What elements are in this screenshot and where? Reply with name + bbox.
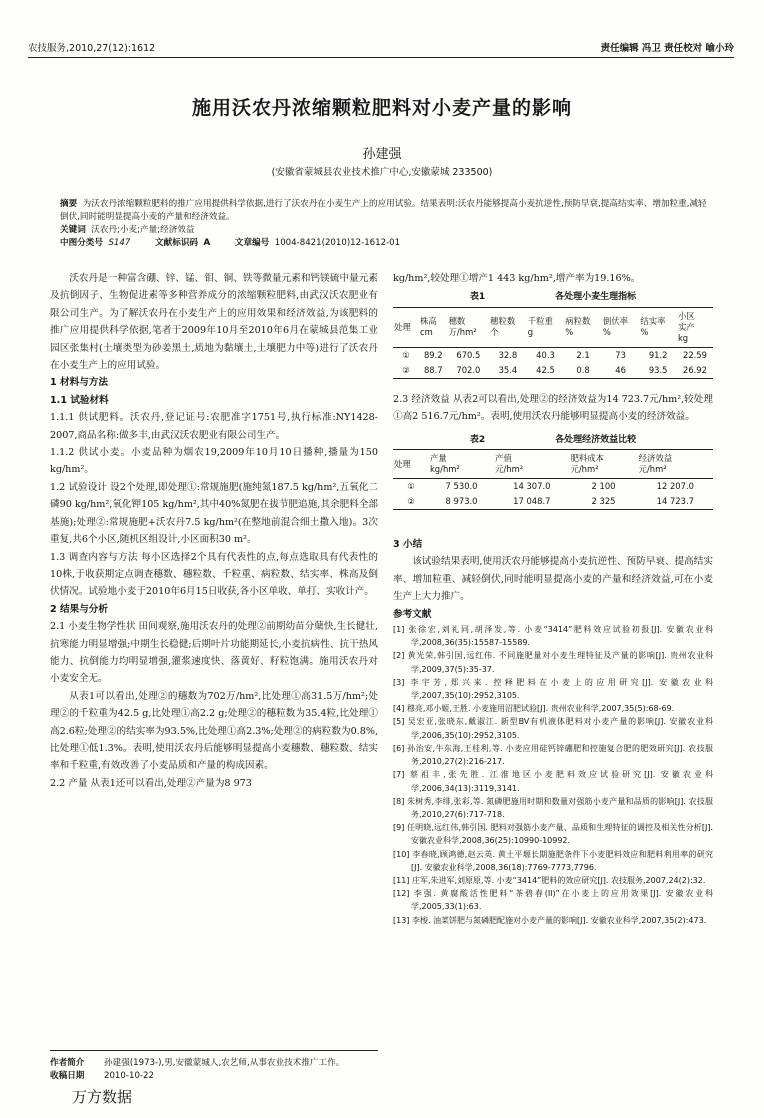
table1-body	[393, 347, 713, 378]
abstract-label: 摘要	[60, 199, 78, 209]
reference-item: [8] 朱树秀,李绯,张彩,等. 氮磷肥施用时期和数量对强筋小麦产量和品质的影响[J]. 农技服务,2010,27(6):717-718.	[393, 796, 713, 819]
para-2-1: 2.1 小麦生物学性状 田间观察,施用沃农丹的处理②前期幼苗分蘖快,生长健壮,抗寒能力明显增强;中期生长稳健;后期叶片功能期延长,小麦抗病性、抗干热风能力、抗倒能力均明显增强,灌浆速度快、落黄好、籽粒饱满。施用沃农丹对小麦安全无。	[50, 621, 378, 685]
table1-cell: 702.0	[448, 363, 490, 379]
para-2-2: 2.2 产量 从表1还可以看出,处理②产量为8 973	[50, 777, 252, 789]
doc-code-label: 文献标识码	[155, 238, 199, 248]
table2-col-header: 产量 kg/hm²	[429, 450, 494, 479]
table1-col-header: 结实率 %	[639, 307, 677, 347]
table1	[393, 307, 713, 379]
table2-cell: 2 100	[591, 481, 616, 492]
table1-row	[393, 347, 713, 363]
table1-caption	[393, 289, 713, 306]
reference-item: [2] 黄光荣,韩引国,远红伟. 不同施肥量对小麦生理特征及产量的影响[J]. 贵州农业科学,2009,37(5):35-37.	[393, 651, 713, 674]
table1-col-header: 倒伏率 %	[602, 307, 640, 347]
para-1-1-1: 1.1.1 供试肥料。沃农丹,登记证号:农肥准字1751号,执行标准:NY1428-2007,商品名称:做多丰,由武汉沃农肥业有限公司生产。	[50, 412, 378, 441]
clc-label: 中图分类号	[60, 238, 103, 248]
abstract-text: 为沃农丹浓缩颗粒肥料的推广应用提供科学依据,进行了沃农丹在小麦生产上的应用试验。结果表明:沃农丹能够提高小麦抗逆性,预防早衰,提高结实率、增加粒重,减轻倒伏,同时能明显提高小麦的产量和经济效益。	[60, 199, 707, 222]
table1-cell: 42.5	[527, 363, 565, 379]
table1-cell: 26.92	[677, 363, 713, 379]
journal-citation: 农技服务,2010,27(12):1612	[28, 43, 156, 54]
reference-item: [10] 李春晓,顾鸿德,赵云英. 黄土平塬长期施肥条件下小麦肥料效应和肥料利用率的研究[J]. 安徽农业科学,2008,36(18):7769-7773,7796.	[393, 849, 713, 872]
left-column	[50, 270, 378, 792]
right-column	[393, 270, 713, 927]
section-1-1-heading: 1.1 试验材料	[50, 394, 109, 406]
table1-cell: 89.2	[423, 349, 443, 360]
table2-row	[393, 479, 713, 495]
paper-author: 孙建强	[362, 147, 402, 162]
table2-cell: 17 048.7	[494, 494, 569, 510]
section-2-heading: 2 结果与分析	[50, 603, 108, 615]
paper-title: 施用沃农丹浓缩颗粒肥料对小麦产量的影响	[191, 97, 572, 119]
table2-col-header: 产值 元/hm²	[494, 450, 569, 479]
table1-cell: 670.5	[456, 349, 481, 360]
table1-title: 各处理小麦生理指标	[555, 292, 637, 303]
table2-col-header: 肥料成本 元/hm²	[569, 450, 637, 479]
intro-paragraph: 沃农丹是一种富含硼、锌、锰、钼、铜、铁等微量元素和钙镁硫中量元素及抗倒因子、生物促进素等多种营养成分的浓缩颗粒肥料,由武汉沃农肥业有限公司生产。为了解沃农丹在小麦生产上的应用效果和经济效益,为该肥料的推广应用提供科学依据,笔者于2009年10月至2010年6月在蒙城县范集工业园区张集村(土壤类型为砂姜黑土,质地为黏壤土,土壤肥力中等)进行了沃农丹在小麦生产上的应用试验。	[50, 273, 378, 372]
article-number-label: 文章编号	[234, 238, 270, 248]
table2-cell: 7 530.0	[445, 481, 478, 492]
reference-item: [6] 孙治安,牛东海,王桂利,等. 小麦应用硅钙锌硼肥和控施复合肥的肥效研究[J]. 农技服务,2010,27(2):216-217.	[393, 743, 713, 767]
reference-item: [12] 李强. 黄腐酸活性肥料“茶碧春(II)”在小麦上的应用效果[J]. 安徽农业科学,2005,33(1):63.	[393, 889, 713, 912]
received-label: 收稿日期	[50, 1071, 85, 1081]
table1-cell: 88.7	[419, 363, 448, 379]
table2-col-header: 处理	[393, 450, 429, 479]
table1-col-header: 小区 实产 kg	[677, 307, 713, 347]
para-1-1-2: 1.1.2 供试小麦。小麦品种为烟农19,2009年10月10日播种,播量为150 kg/hm²。	[50, 447, 378, 476]
keywords-text: 沃农丹;小麦;产量;经济效益	[91, 225, 195, 235]
received-value: 2010-10-22	[104, 1071, 154, 1081]
table2-cell: 12 207.0	[656, 481, 694, 492]
table2-row	[393, 494, 713, 510]
table2-cell: 14 307.0	[513, 481, 551, 492]
table2-caption	[393, 432, 713, 449]
table1-col-header: 穗数 万/hm²	[448, 307, 490, 347]
para-2-2-cont: kg/hm²,较处理①增产1 443 kg/hm²,增产率为19.16%。	[393, 273, 641, 284]
author-affiliation: (安徽省蒙城县农业技术推广中心,安徽蒙城 233500)	[271, 167, 493, 178]
article-number-value: 1004-8421(2010)12-1612-01	[274, 238, 401, 248]
table1-col-header: 病粒数 %	[564, 307, 602, 347]
table1-cell: 40.3	[536, 349, 555, 360]
table1-col-header: 千粒重 g	[527, 307, 565, 347]
para-3: 该试验结果表明,使用沃农丹能够提高小麦抗逆性、预防早衰、提高结实率、增加粒重、减轻倒伏,同时能明显提高小麦的产量和经济效益,可在小麦生产上大力推广。	[393, 556, 713, 603]
abstract	[60, 198, 710, 224]
reference-item: [1] 张徐宏,刘礼同,胡泽发,等. 小麦“3414”肥料效应试验初报[J]. 安徽农业科学,2008,36(35):15587-15589.	[393, 625, 713, 648]
reference-item: [13] 李梭. 油菜饼肥与氮磷肥配施对小麦产量的影响[J]. 安徽农业科学,2007,35(2):473.	[393, 915, 707, 925]
table1-cell: 0.8	[564, 363, 602, 379]
table1-cell: ①	[402, 349, 410, 360]
para-2-3: 2.3 经济效益 从表2可以看出,处理②的经济效益为14 723.7元/hm²,较处理①高2 516.7元/hm²。表明,使用沃农丹能够明显提高小麦的经济效益。	[393, 393, 713, 423]
para-1-2: 1.2 试验设计 设2个处理,即处理①:常规施肥(施纯氮187.5 kg/hm²,五氧化二磷90 kg/hm²,氧化钾105 kg/hm²,其中40%氮肥在拔节肥追施,其余肥料全部基施);处理②:常规施肥+沃农丹7.5 kg/hm²(在整地前混合细土撒入地)。3次重复,共6个小区,随机区组设计,小区面积30 m²。	[50, 481, 378, 546]
table2-cell: 14 723.7	[638, 494, 713, 510]
table1-cell: ②	[393, 363, 419, 379]
table1-header-row	[393, 307, 713, 347]
table2-cell: 2 325	[569, 494, 637, 510]
editor-credits: 责任编辑 冯卫 责任校对 喻小玲	[600, 43, 734, 54]
reference-item: [9] 任明晓,远红伟,韩引国. 肥料对强筋小麦产量、品质和生理特征的调控及相关性分析[J]. 安徽农业科学,2008,36(25):10990-10992.	[393, 823, 713, 846]
references-heading: 参考文献	[393, 608, 432, 620]
abstract-block	[60, 198, 710, 250]
table1-cell: 2.1	[576, 349, 590, 360]
table1-col-header: 株高 cm	[419, 307, 448, 347]
section-1-heading: 1 材料与方法	[50, 377, 108, 389]
table1-cell: 91.2	[648, 349, 668, 360]
clc-value: S147	[108, 238, 131, 248]
table2-header-row	[393, 450, 713, 479]
reference-item: [11] 庄军,朱进军,刘原原,等. 小麦“3414”肥料的效应研究[J]. 农技服务,2007,24(2):32.	[393, 875, 706, 885]
reference-item: [7] 蔡祖丰,张先胜. 江淮地区小麦肥料效应试验研究[J]. 安徽农业科学,2006,34(13):3119,3141.	[393, 770, 713, 793]
reference-item: [3] 李宇芳,郑兴来. 控释肥料在小麦上的应用研究[J]. 安徽农业科学,2007,35(10):2952,3105.	[393, 677, 713, 701]
para-2-1-b: 从表1可以看出,处理②的穗数为702万/hm²,比处理①高31.5万/hm²;处理②的千粒重为42.5 g,比处理①高2.2 g;处理②的穗粒数为35.4粒,比处理①高2.6粒;处理②的结实率为93.5%,比处理①高2.3%;处理②的病粒数为0.8%,比处理①低1.3%。表明,使用沃农丹后能够明显提高小麦穗数、穗粒数、结实率和千粒重,有效改善了小麦品质和产量的构成因素。	[50, 690, 378, 772]
table2-cell: ②	[393, 494, 429, 510]
watermark-text: 万方数据	[72, 1088, 133, 1106]
table1-row	[393, 363, 713, 379]
table2-cell: ①	[407, 481, 415, 492]
table2-body	[393, 479, 713, 510]
table1-col-header: 处理	[393, 307, 419, 347]
table2	[393, 449, 713, 510]
table1-cell: 22.59	[682, 349, 707, 360]
received-date	[50, 1070, 378, 1083]
author-bio-label: 作者简介	[50, 1058, 85, 1068]
footnote	[50, 1050, 378, 1083]
table1-cell: 32.8	[498, 349, 518, 360]
author-bio-text: 孙建强(1973-),男,安徽蒙城人,农艺师,从事农业技术推广工作。	[104, 1058, 345, 1068]
classification-line	[60, 237, 710, 250]
keywords-label: 关键词	[60, 225, 86, 235]
doc-code-value: A	[203, 238, 211, 248]
footnote-rule	[50, 1050, 378, 1051]
author-bio	[50, 1057, 378, 1070]
table1-cell: 93.5	[639, 363, 677, 379]
keywords	[60, 224, 710, 237]
table2-label: 表2	[469, 434, 486, 445]
reference-item: [5] 吴宏亚,张晓东,戴淑江. 新型BV有机液体肥料对小麦产量的影响[J]. 安徽农业科学,2006,35(10):2952,3105.	[393, 717, 713, 740]
header-rule	[28, 57, 734, 58]
references-list	[393, 623, 713, 927]
section-3-heading: 3 小结	[393, 539, 423, 551]
table1-cell: 46	[602, 363, 640, 379]
table2-title: 各处理经济效益比较	[555, 434, 637, 445]
table2-cell: 8 973.0	[429, 494, 494, 510]
table1-col-header: 穗粒数 个	[489, 307, 527, 347]
table1-cell: 73	[615, 349, 626, 360]
table2-col-header: 经济效益 元/hm²	[638, 450, 713, 479]
para-1-3: 1.3 调查内容与方法 每小区选择2个具有代表性的点,每点选取具有代表性的10株,于收获期定点调查穗数、穗粒数、千粒重、病粒数、结实率、株高及倒伏情况。试验地小麦于2010年6月15日收获,各小区单收、单打、实收计产。	[50, 551, 378, 598]
table1-cell: 35.4	[489, 363, 527, 379]
table1-label: 表1	[469, 292, 486, 303]
reference-item: [4] 穆亮,邓小姬,王胜. 小麦施用沼肥试验[J]. 贵州农业科学,2007,35(5):68-69.	[393, 704, 675, 714]
